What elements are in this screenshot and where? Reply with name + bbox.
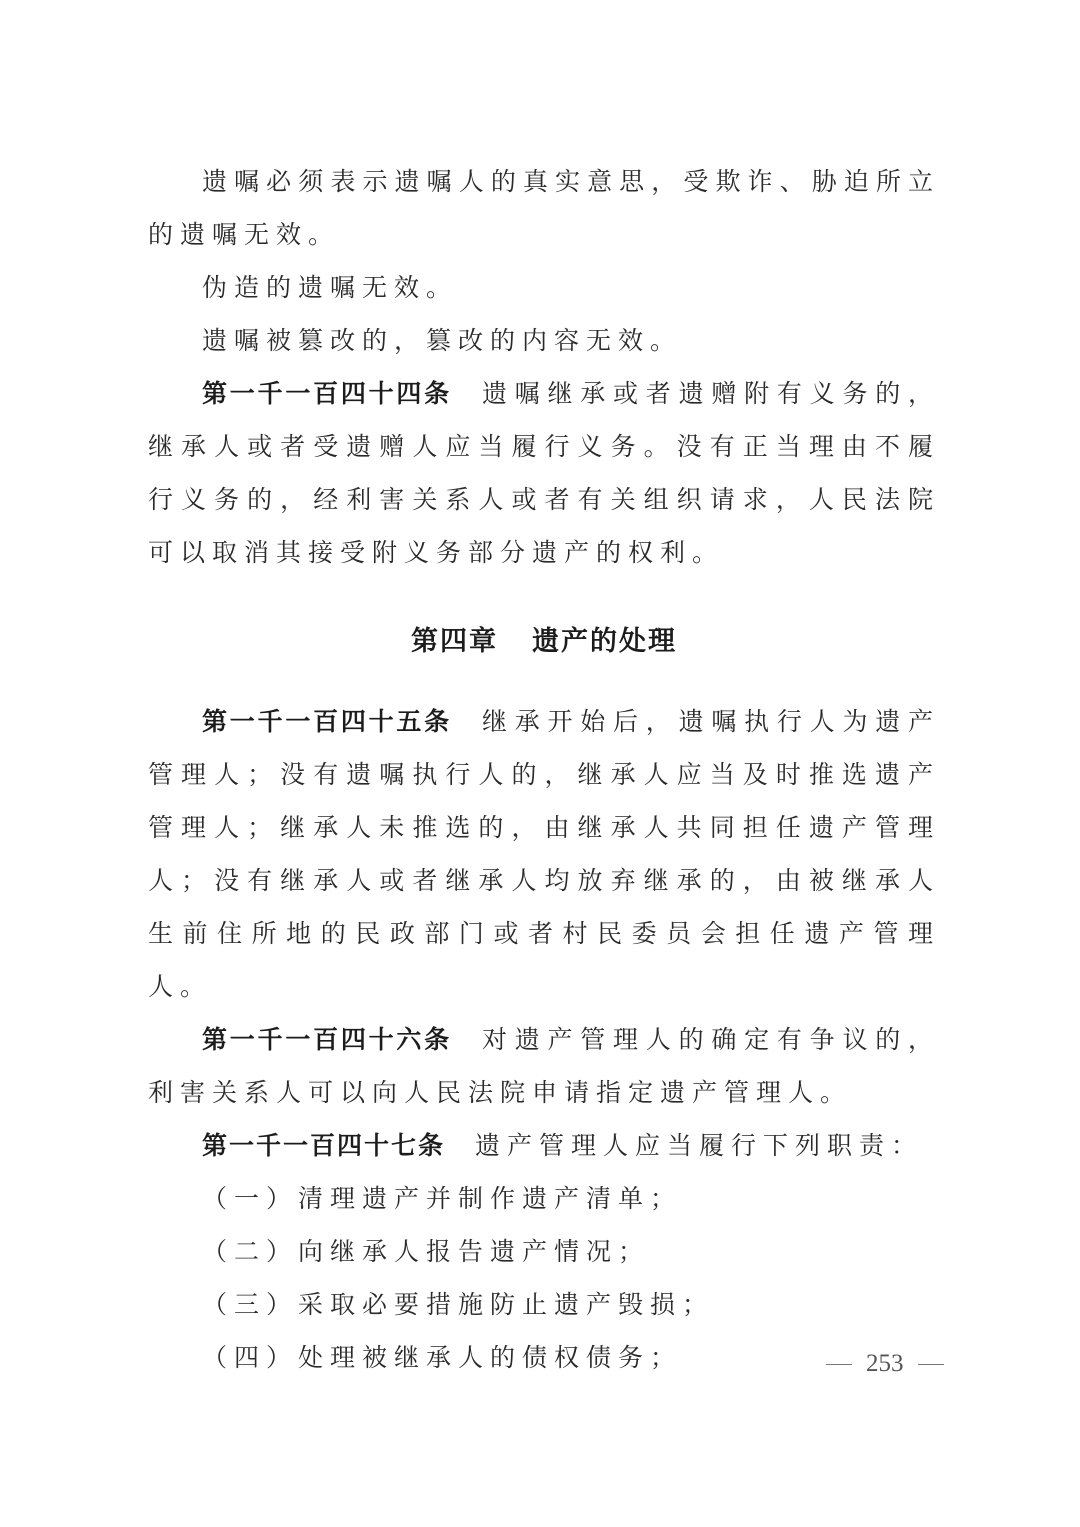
document-body: [148, 155, 940, 1384]
article-1144-label: 第一千一百四十四条: [202, 379, 452, 408]
page-number-value: 253: [866, 1350, 904, 1377]
list-item: （四）处理被继承人的债权债务；: [202, 1343, 683, 1372]
article-1145: [148, 695, 940, 1013]
paragraph-altered-will: 遗嘱被篡改的，篡改的内容无效。: [202, 326, 683, 355]
article-1146-label: 第一千一百四十六条: [202, 1025, 452, 1054]
chapter-number: 第四章: [411, 626, 498, 657]
list-item: （三）采取必要措施防止遗产毁损；: [202, 1290, 715, 1319]
article-1146-text: 对遗产管理人的确定有争议的，利害关系人可以向人民法院申请指定遗产管理人。: [148, 1025, 940, 1107]
chapter-title: 遗产的处理: [532, 626, 677, 657]
paragraph-forged-will: 伪造的遗嘱无效。: [202, 273, 459, 302]
chapter-heading: [148, 617, 940, 667]
article-1145-label: 第一千一百四十五条: [202, 707, 452, 736]
article-1147: [148, 1119, 940, 1172]
dash-right: [918, 1364, 944, 1365]
list-item: （一）清理遗产并制作遗产清单；: [202, 1184, 683, 1213]
article-1144: [148, 367, 940, 579]
article-1146: [148, 1013, 940, 1119]
article-1147-label: 第一千一百四十七条: [202, 1131, 446, 1160]
article-1145-text: 继承开始后，遗嘱执行人为遗产管理人；没有遗嘱执行人的，继承人应当及时推选遗产管理人；继承人未推选的，由继承人共同担任遗产管理人；没有继承人或者继承人均放弃继承的，由被继承人生前住所地的民政部门或者村民委员会担任遗产管理人。: [148, 707, 940, 1001]
dash-left: [826, 1364, 852, 1365]
article-1144-text: 遗嘱继承或者遗赠附有义务的，继承人或者受遗赠人应当履行义务。没有正当理由不履行义务的，经利害关系人或者有关组织请求，人民法院可以取消其接受附义务部分遗产的权利。: [148, 379, 940, 567]
paragraph-will-true-intent: 遗嘱必须表示遗嘱人的真实意思，受欺诈、胁迫所立的遗嘱无效。: [148, 167, 940, 249]
article-1147-text: 遗产管理人应当履行下列职责：: [475, 1131, 924, 1160]
page-number: [826, 1350, 956, 1378]
list-item: （二）向继承人报告遗产情况；: [202, 1237, 651, 1266]
